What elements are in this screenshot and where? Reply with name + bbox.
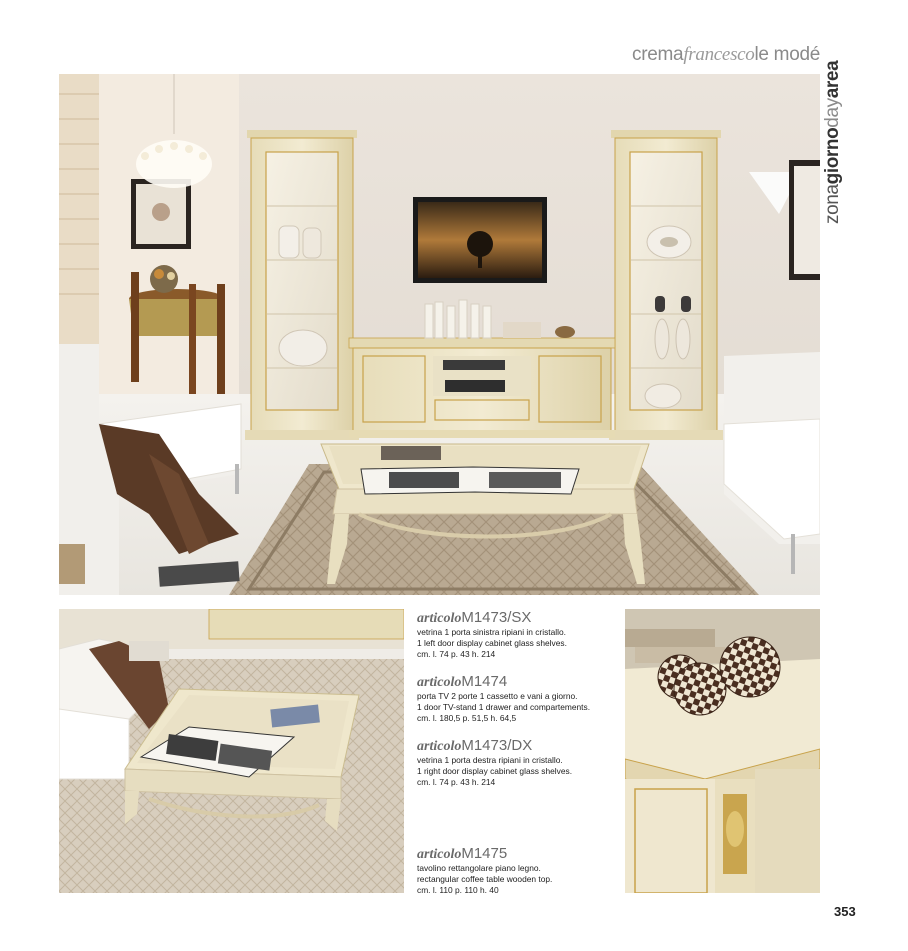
living-room-illustration [59,74,820,595]
article-code: M1473/SX [461,609,532,626]
article-prefix: articolo [417,611,462,626]
article-heading [417,846,552,863]
side-label-day: day [822,98,843,128]
header-word-crema: crema [632,44,684,65]
article-item [417,674,590,723]
detail-spheres-photo [625,609,820,893]
article-item [417,610,567,659]
article-desc-en: 1 right door display cabinet glass shelves. [417,765,573,776]
article-code: M1475 [461,845,508,862]
coffee-table-illustration [59,609,404,893]
main-living-room-photo [59,74,820,595]
header-word-lemode: le modé [754,44,820,65]
header-word-francesco: francesco [683,44,755,65]
coffee-table-photo [59,609,404,893]
article-dimensions: cm. l. 74 p. 43 h. 214 [417,648,496,659]
article-desc-it: tavolino rettangolare piano legno. [417,863,541,873]
article-dimensions: cm. l. 74 p. 43 h. 214 [417,776,496,787]
article-heading [417,610,567,627]
article-desc-en: 1 left door display cabinet glass shelves. [417,637,567,648]
article-item [417,846,552,895]
article-desc-it: vetrina 1 porta sinistra ripiani in cristallo. [417,627,566,637]
side-label-area: area [822,60,843,99]
article-item [417,738,572,787]
page-number: 353 [834,904,856,919]
article-code: M1473/DX [461,737,533,754]
article-desc-en: rectangular coffee table wooden top. [417,873,553,884]
article-prefix: articolo [417,847,462,862]
article-desc-it: vetrina 1 porta destra ripiani in cristallo. [417,755,563,765]
article-desc-en: 1 door TV-stand 1 drawer and compartements. [417,701,591,712]
article-dimensions: cm. l. 110 p. 110 h. 40 [417,884,499,895]
article-prefix: articolo [417,739,462,754]
side-section-label [822,61,844,224]
article-desc-it: porta TV 2 porte 1 cassetto e vani a giorno. [417,691,578,701]
article-prefix: articolo [417,675,462,690]
article-heading [417,674,590,691]
side-label-zona: zona [822,184,843,224]
article-dimensions: cm. l. 180,5 p. 51,5 h. 64,5 [417,712,517,723]
catalog-header [632,44,820,66]
side-label-giorno: giorno [822,127,843,185]
article-code: M1474 [461,673,508,690]
detail-spheres-illustration [625,609,820,893]
article-heading [417,738,572,755]
